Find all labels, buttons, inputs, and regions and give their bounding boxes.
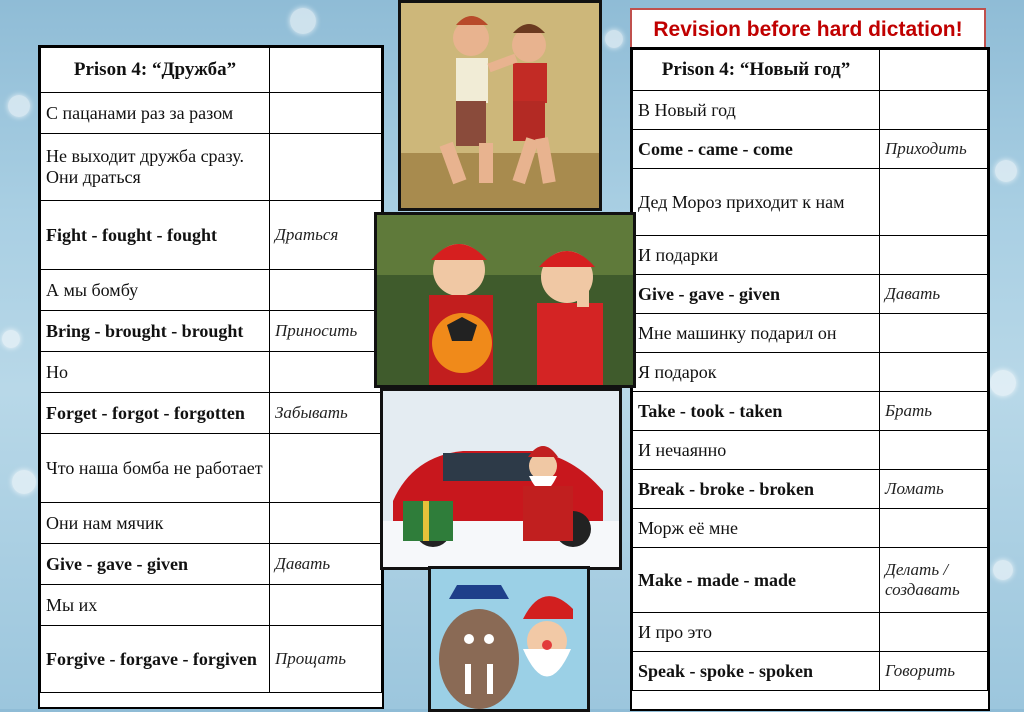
- verb-forms-cell: Forgive - forgave - forgiven: [41, 626, 270, 693]
- translation-cell: Говорить: [880, 652, 988, 691]
- verb-forms-cell: Take - took - taken: [633, 392, 880, 431]
- snowflake-decoration: [605, 30, 623, 48]
- translation-cell: [880, 613, 988, 652]
- lyric-line-cell: И подарки: [633, 236, 880, 275]
- table-row: [41, 352, 382, 393]
- snowflake-decoration: [8, 95, 30, 117]
- snowflake-decoration: [995, 160, 1017, 182]
- translation-cell: Приносить: [270, 311, 382, 352]
- translation-cell: [880, 169, 988, 236]
- table-row: [41, 626, 382, 693]
- table-row: [41, 585, 382, 626]
- table-row: [633, 314, 988, 353]
- table-header-row: [41, 48, 382, 93]
- translation-cell: [270, 93, 382, 134]
- boys-fighting-image: [398, 0, 602, 211]
- lyric-line-cell: В Новый год: [633, 91, 880, 130]
- translation-cell: [880, 431, 988, 470]
- verb-forms-cell: Come - came - come: [633, 130, 880, 169]
- right-table: [632, 49, 988, 691]
- lyric-line-cell: С пацанами раз за разом: [41, 93, 270, 134]
- translation-cell: [270, 585, 382, 626]
- translation-cell: [270, 352, 382, 393]
- verb-forms-cell: Give - gave - given: [41, 544, 270, 585]
- translation-cell: Ломать: [880, 470, 988, 509]
- lyric-line-cell: Мне машинку подарил он: [633, 314, 880, 353]
- lyric-line-cell: Не выходит дружба сразу. Они драться: [41, 134, 270, 201]
- table-row: [633, 509, 988, 548]
- boys-with-ball-image: [374, 212, 636, 388]
- table-row: [41, 544, 382, 585]
- snowflake-decoration: [993, 560, 1013, 580]
- lyric-line-cell: А мы бомбу: [41, 270, 270, 311]
- table-title-empty-cell: [270, 48, 382, 93]
- table-header-row: [633, 50, 988, 91]
- translation-cell: Делать / создавать: [880, 548, 988, 613]
- translation-cell: [880, 91, 988, 130]
- translation-cell: [270, 434, 382, 503]
- table-row: [633, 236, 988, 275]
- lyric-line-cell: Но: [41, 352, 270, 393]
- table-row: [633, 652, 988, 691]
- verb-forms-cell: Forget - forgot - forgotten: [41, 393, 270, 434]
- lyric-line-cell: Дед Мороз приходит к нам: [633, 169, 880, 236]
- lyric-line-cell: Они нам мячик: [41, 503, 270, 544]
- verb-forms-cell: Speak - spoke - spoken: [633, 652, 880, 691]
- left-vocab-table: [38, 45, 384, 709]
- table-row: [41, 201, 382, 270]
- translation-cell: [270, 503, 382, 544]
- translation-cell: [880, 314, 988, 353]
- verb-forms-cell: Make - made - made: [633, 548, 880, 613]
- translation-cell: Забывать: [270, 393, 382, 434]
- translation-cell: Приходить: [880, 130, 988, 169]
- snowflake-decoration: [290, 8, 316, 34]
- verb-forms-cell: Give - gave - given: [633, 275, 880, 314]
- table-title: Prison 4: “Дружба”: [41, 48, 270, 93]
- verb-forms-cell: Break - broke - broken: [633, 470, 880, 509]
- lyric-line-cell: Что наша бомба не работает: [41, 434, 270, 503]
- translation-cell: Прощать: [270, 626, 382, 693]
- translation-cell: [270, 134, 382, 201]
- table-row: [633, 470, 988, 509]
- walrus-santa-cartoon-image: [428, 566, 590, 712]
- verb-forms-cell: Bring - brought - brought: [41, 311, 270, 352]
- table-row: [633, 353, 988, 392]
- table-row: [633, 130, 988, 169]
- snowflake-decoration: [12, 470, 36, 494]
- table-row: [41, 311, 382, 352]
- translation-cell: [880, 236, 988, 275]
- verb-forms-cell: Fight - fought - fought: [41, 201, 270, 270]
- translation-cell: Давать: [880, 275, 988, 314]
- table-title: Prison 4: “Новый год”: [633, 50, 880, 91]
- table-row: [41, 93, 382, 134]
- translation-cell: [880, 353, 988, 392]
- translation-cell: [270, 270, 382, 311]
- table-row: [633, 275, 988, 314]
- translation-cell: Брать: [880, 392, 988, 431]
- left-table: [40, 47, 382, 693]
- table-row: [633, 613, 988, 652]
- lyric-line-cell: И про это: [633, 613, 880, 652]
- revision-banner: Revision before hard dictation!: [630, 8, 986, 52]
- table-row: [41, 393, 382, 434]
- table-title-empty-cell: [880, 50, 988, 91]
- table-row: [41, 134, 382, 201]
- lyric-line-cell: И нечаянно: [633, 431, 880, 470]
- red-car-santa-image: [380, 388, 622, 570]
- translation-cell: Давать: [270, 544, 382, 585]
- translation-cell: Драться: [270, 201, 382, 270]
- table-row: [41, 503, 382, 544]
- lyric-line-cell: Мы их: [41, 585, 270, 626]
- table-row: [41, 270, 382, 311]
- table-row: [633, 169, 988, 236]
- table-row: [633, 548, 988, 613]
- table-row: [41, 434, 382, 503]
- snowflake-decoration: [2, 330, 20, 348]
- translation-cell: [880, 509, 988, 548]
- snowflake-decoration: [990, 370, 1016, 396]
- lyric-line-cell: Морж её мне: [633, 509, 880, 548]
- table-row: [633, 392, 988, 431]
- table-row: [633, 431, 988, 470]
- right-vocab-table: [630, 47, 990, 711]
- table-row: [633, 91, 988, 130]
- lyric-line-cell: Я подарок: [633, 353, 880, 392]
